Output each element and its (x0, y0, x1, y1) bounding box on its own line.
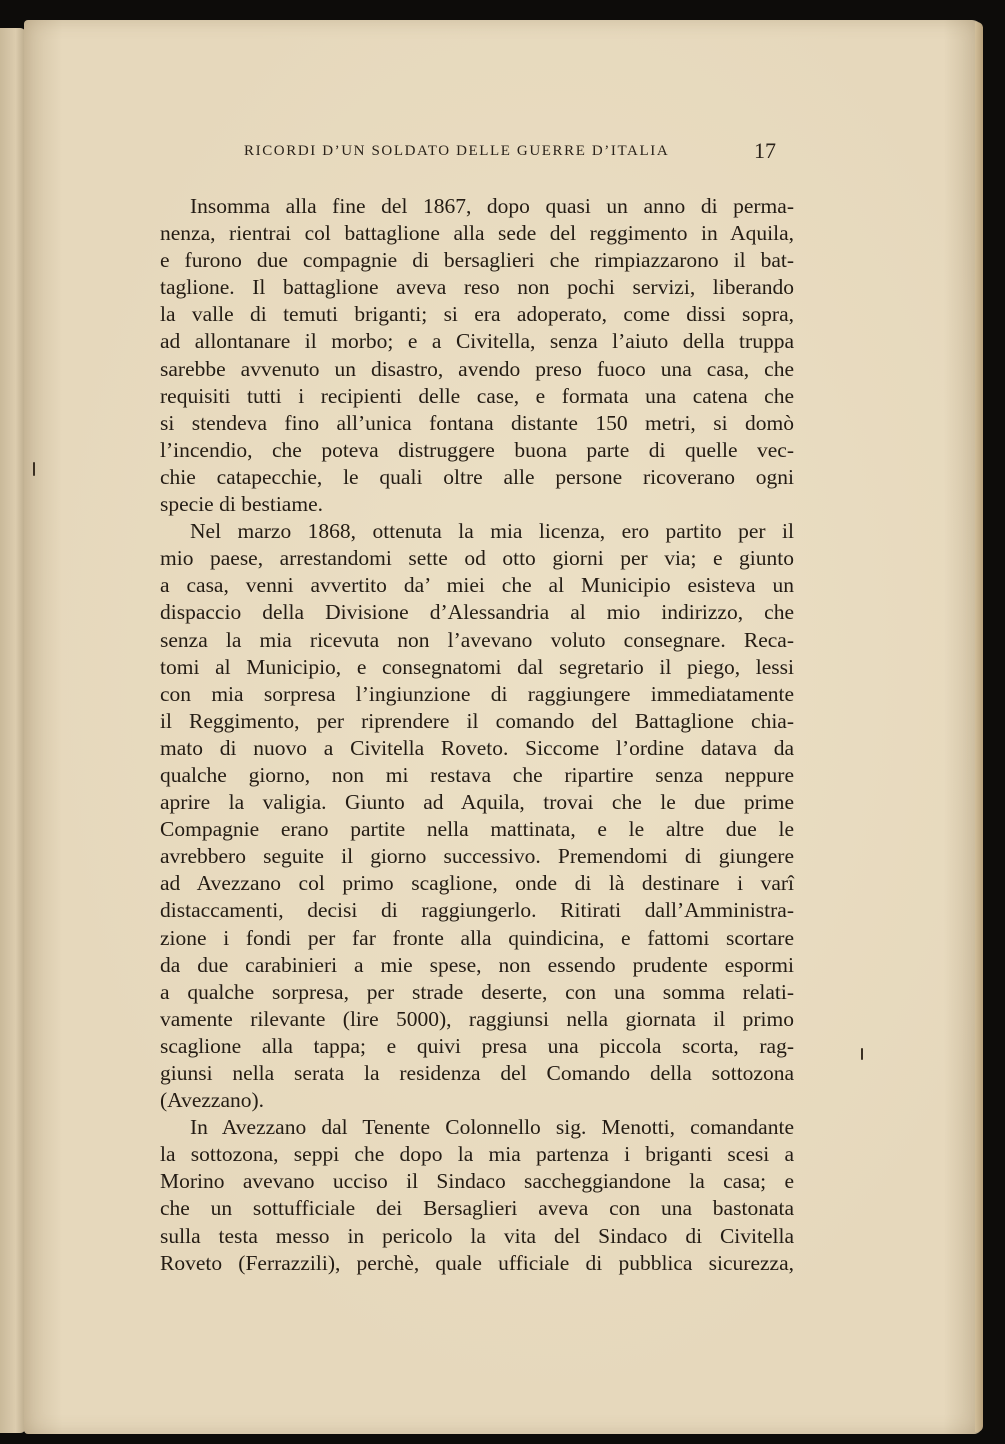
text-line: scaglione alla tappa; e quivi presa una piccola scorta, rag- (160, 1033, 794, 1058)
text-line: giunsi nella serata la residenza del Comando della sottozona (160, 1061, 794, 1085)
text-line: Morino avevano ucciso il Sindaco saccheggiandone la casa; e (160, 1169, 794, 1194)
text-line: nenza, rientrai col battaglione alla sede del reggimento in Aquila, (160, 221, 794, 246)
running-title: RICORDI D’UN SOLDATO DELLE GUERRE D’ITALIA (244, 143, 670, 159)
body-text (160, 193, 794, 1277)
text-line: vamente rilevante (lire 5000), raggiunsi nella giornata il primo (160, 1006, 794, 1031)
text-line: zione i fondi per far fronte alla quindicina, e fattomi scortare (160, 925, 794, 950)
text-line: Roveto (Ferrazzili), perchè, quale ufficiale di pubblica sicurezza, (160, 1250, 794, 1275)
text-line: sarebbe avvenuto un disastro, avendo preso fuoco una casa, che (160, 356, 794, 381)
text-line: In Avezzano dal Tenente Colonnello sig. Menotti, comandante (190, 1115, 794, 1140)
text-line: senza la mia ricevuta non l’avevano voluto consegnare. Reca- (160, 627, 794, 652)
text-line: chie catapecchie, le quali oltre alle persone ricoverano ogni (160, 464, 794, 489)
text-line: l’incendio, che poteva distruggere buona parte di quelle vec- (160, 437, 794, 462)
page-number: 17 (754, 138, 776, 163)
text-line: specie di bestiame. (160, 492, 323, 517)
text-line: distaccamenti, decisi di raggiungerlo. Ritirati dall’Amministra- (160, 898, 794, 923)
paper-mark (861, 1048, 863, 1060)
text-line: che un sottufficiale dei Bersaglieri aveva con una bastonata (160, 1196, 794, 1221)
text-line: Nel marzo 1868, ottenuta la mia licenza, ero partito per il (190, 519, 794, 544)
text-line: mato di nuovo a Civitella Roveto. Siccome l’ordine datava da (160, 735, 794, 760)
text-line: ad Avezzano col primo scaglione, onde di là destinare i varî (160, 871, 794, 896)
text-line: a casa, venni avvertito da’ miei che al Municipio esisteva un (160, 573, 794, 598)
text-line: aprire la valigia. Giunto ad Aquila, trovai che le due prime (160, 790, 794, 815)
paper-mark (33, 462, 35, 476)
text-line: si stendeva fino all’unica fontana distante 150 metri, si domò (160, 410, 794, 435)
text-line: taglione. Il battaglione aveva reso non pochi servizi, liberando (160, 275, 794, 300)
text-line: requisiti tutti i recipienti delle case, e formata una catena che (160, 383, 794, 408)
text-line: tomi al Municipio, e consegnatomi dal segretario il piego, lessi (160, 654, 794, 679)
text-line: la sottozona, seppi che dopo la mia partenza i briganti scesi a (160, 1142, 794, 1167)
text-line: la valle di temuti briganti; si era adoperato, come dissi sopra, (160, 302, 794, 327)
text-line: Compagnie erano partite nella mattinata, e le altre due le (160, 817, 794, 842)
previous-page-edge (0, 28, 26, 1433)
text-line: dispaccio della Divisione d’Alessandria al mio indirizzo, che (160, 600, 794, 625)
text-line: il Reggimento, per riprendere il comando del Battaglione chia- (160, 708, 794, 733)
page-fore-edge (975, 22, 983, 1432)
text-line: Insomma alla fine del 1867, dopo quasi un anno di perma- (190, 194, 794, 218)
text-line: mio paese, arrestandomi sette od otto giorni per via; e giunto (160, 546, 794, 571)
text-line: da due carabinieri a mie spese, non essendo prudente espormi (160, 952, 794, 977)
text-line: sulla testa messo in pericolo la vita del Sindaco di Civitella (160, 1223, 794, 1248)
text-line: a qualche sorpresa, per strade deserte, con una somma relati- (160, 979, 794, 1004)
text-line: con mia sorpresa l’ingiunzione di raggiungere immediatamente (160, 681, 794, 706)
text-line: avrebbero seguite il giorno successivo. Premendomi di giungere (160, 844, 794, 869)
text-line: e furono due compagnie di bersaglieri che rimpiazzarono il bat- (160, 248, 794, 273)
text-line: (Avezzano). (160, 1088, 265, 1113)
text-line: ad allontanare il morbo; e a Civitella, senza l’aiuto della truppa (160, 329, 794, 354)
text-line: qualche giorno, non mi restava che ripartire senza neppure (160, 762, 794, 787)
